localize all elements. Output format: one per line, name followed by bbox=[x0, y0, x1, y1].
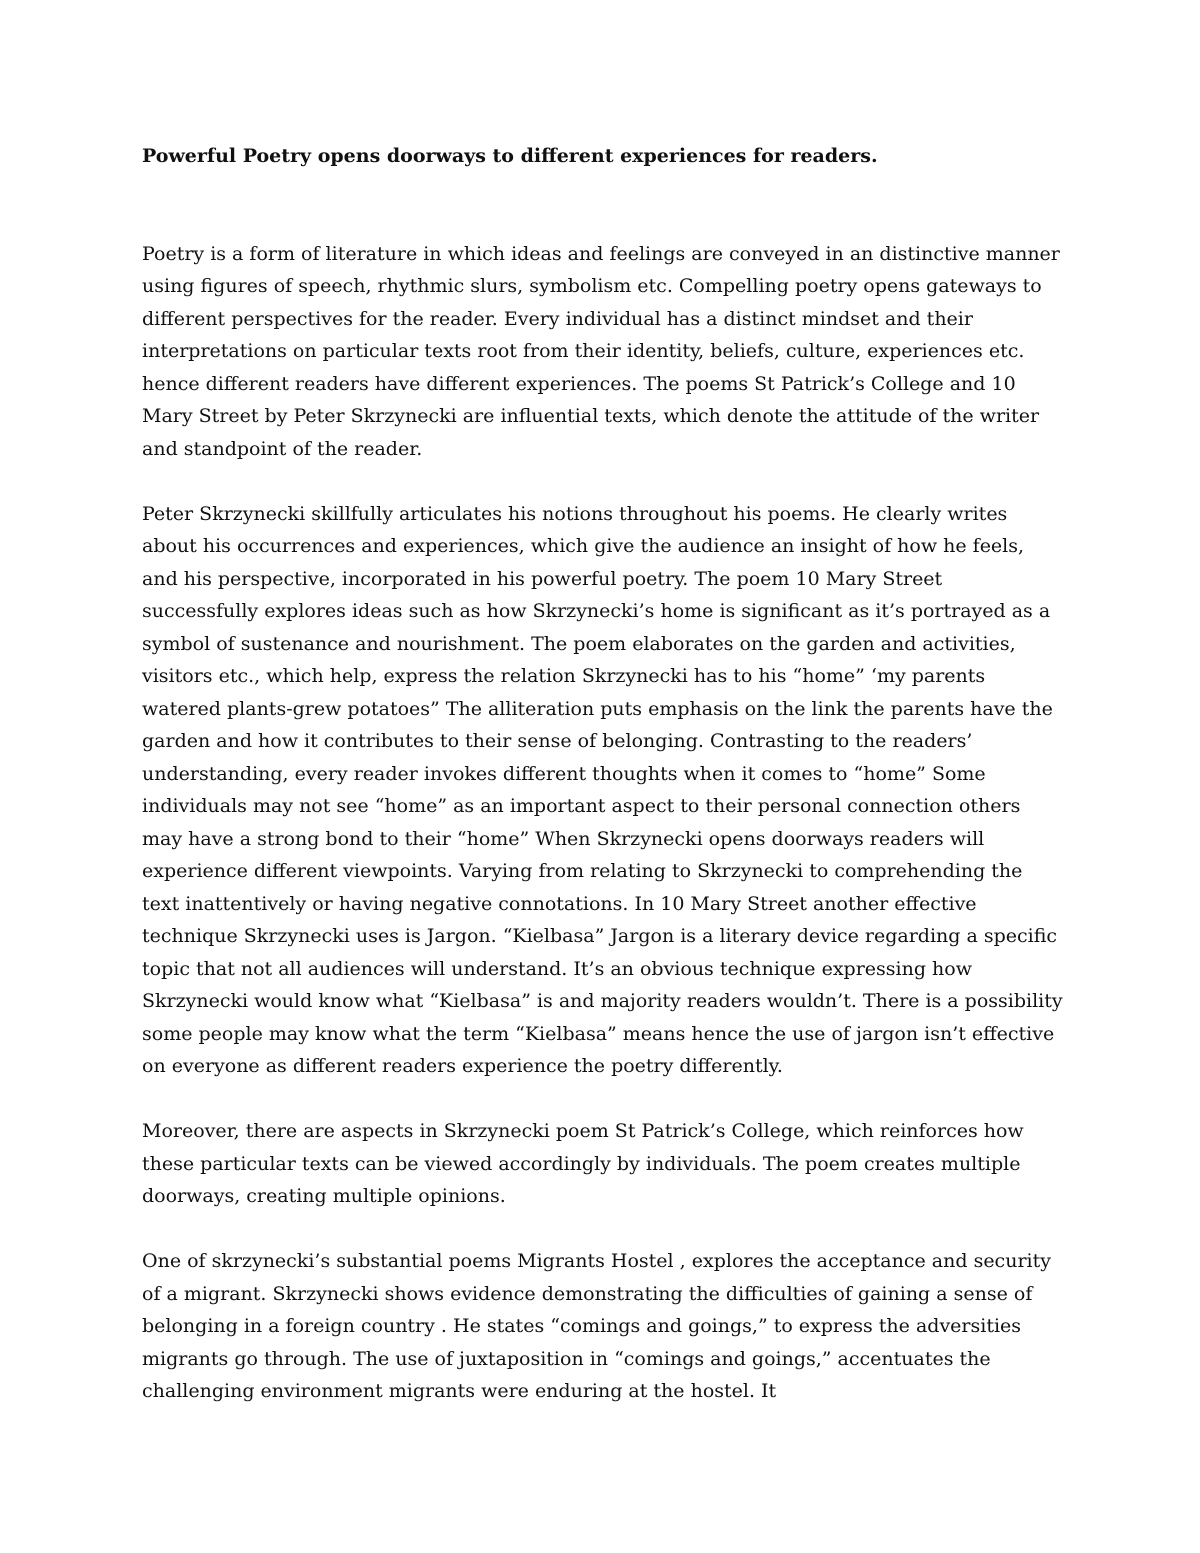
paragraph-st-patricks-college: Moreover, there are aspects in Skrzynecki poem St Patrick’s College, which reinforces how these particular texts can be viewed accordingly by individuals. The poem creates multiple doorways, creating multiple opinions. bbox=[142, 1120, 1024, 1207]
paragraph-intro: Poetry is a form of literature in which ideas and feelings are conveyed in an distinctive manner using figures of speech, rhythmic slurs, symbolism etc. Compelling poetry opens gateways to different perspectives for the reader. Every individual has a distinct mindset and their interpretations on particular texts root from their identity, beliefs, culture, experiences etc. hence different readers have different experiences. The poems St Patrick’s College and 10 Mary Street by Peter Skrzynecki are influential texts, which denote the attitude of the writer and standpoint of the reader. bbox=[142, 242, 1060, 460]
paragraph-10-mary-street: Peter Skrzynecki skillfully articulates his notions throughout his poems. He clearly writes about his occurrences and experiences, which give the audience an insight of how he feels, and his perspective, incorporated in his powerful poetry. The poem 10 Mary Street successfully explores ideas such as how Skrzynecki’s home is significant as it’s portrayed as a symbol of sustenance and nourishment. The poem elaborates on the garden and activities, visitors etc., which help, express the relation Skrzynecki has to his “home” ‘my parents watered plants-grew potatoes” The alliteration puts emphasis on the link the parents have the garden and how it contributes to their sense of belonging. Contrasting to the readers’ understanding, every reader invokes different thoughts when it comes to “home” Some individuals may not see “home” as an important aspect to their personal connection others may have a strong bond to their “home” When Skrzynecki opens doorways readers will experience different viewpoints. Varying from relating to Skrzynecki to comprehending the text inattentively or having negative connotations. In 10 Mary Street another effective technique Skrzynecki uses is Jargon. “Kielbasa” Jargon is a literary device regarding a specific topic that not all audiences will understand. It’s an obvious technique expressing how Skrzynecki would know what “Kielbasa” is and majority readers wouldn’t. There is a possibility some people may know what the term “Kielbasa” means hence the use of jargon isn’t effective on everyone as different readers experience the poetry differently. bbox=[142, 502, 1063, 1077]
document-body bbox=[142, 140, 1064, 1408]
paragraph-migrants-hostel: One of skrzynecki’s substantial poems Migrants Hostel , explores the acceptance and security of a migrant. Skrzynecki shows evidence demonstrating the difficulties of gaining a sense of belonging in a foreign country . He states “comings and goings,” to express the adversities migrants go through. The use of juxtaposition in “comings and goings,” accentuates the challenging environment migrants were enduring at the hostel. It bbox=[142, 1250, 1051, 1402]
document-title: Powerful Poetry opens doorways to different experiences for readers. bbox=[142, 145, 878, 167]
